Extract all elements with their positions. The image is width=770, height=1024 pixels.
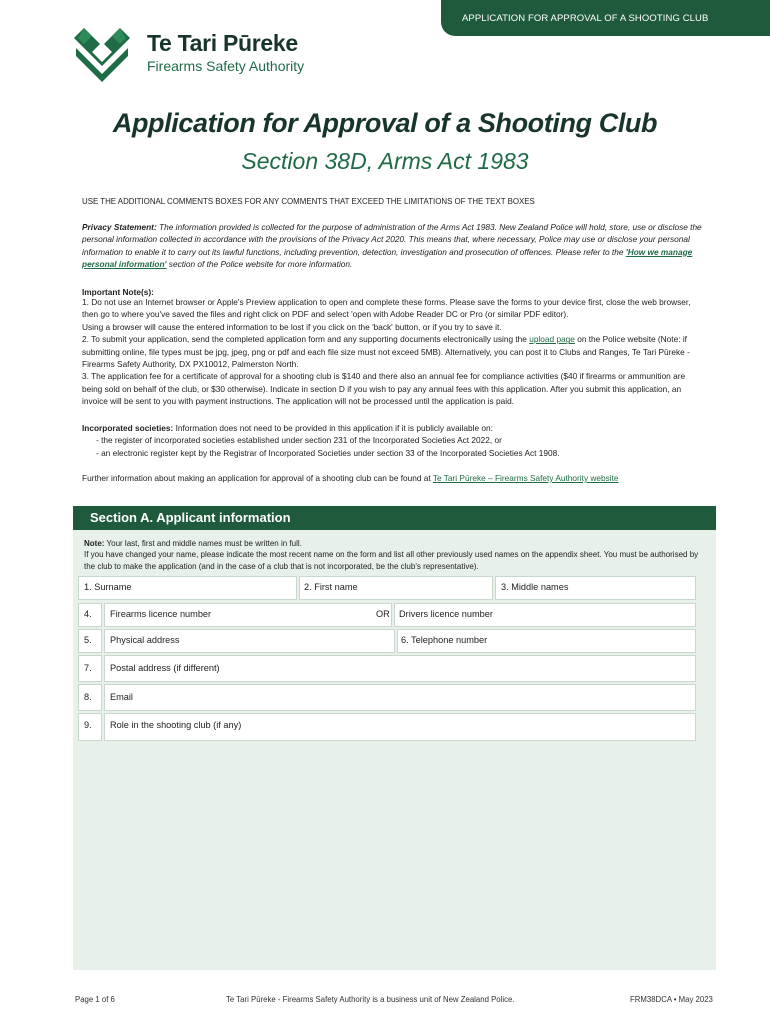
fsa-website-link[interactable]: Te Tari Pūreke – Firearms Safety Authority website [432,473,619,483]
page-subtitle: Section 38D, Arms Act 1983 [241,148,529,174]
drivers-licence-label: Drivers licence number [399,609,493,619]
privacy-label: Privacy Statement: [82,222,157,232]
section-a-title: Section A. Applicant information [90,510,291,525]
privacy-statement [82,221,702,271]
brand-subtitle: Firearms Safety Authority [147,58,305,74]
tari-pureke-logo-icon [70,24,134,82]
row-7-number: 7. [84,663,92,673]
first-name-label: 2. First name [304,582,358,592]
note-line-3a: 2. To submit your application, send the completed application form and any supporting documents electronically using the [82,334,530,345]
incorporated-text: Information does not need to be provided in this application if it is publicly available on: [173,423,493,433]
incorporated-societies [82,422,702,459]
brand-name: Te Tari Pūreke [147,30,298,56]
page-title: Application for Approval of a Shooting Club [112,108,658,138]
notes-title: Important Note(s): [82,287,154,297]
email-field[interactable] [104,684,696,711]
caps-instruction: USE THE ADDITIONAL COMMENTS BOXES FOR ANY COMMENTS THAT EXCEED THE LIMITATIONS OF THE TEXT BOXES [82,197,535,206]
postal-address-label: Postal address (if different) [110,663,220,673]
note-line-3b: on the Police website (Note: if submitting online, file types must be jpg, jpeg, png or pdf and each file size must not exceed 5MB). Alternatively, you can post it to Clubs and Ranges, Te Tari Pūreke - Firearms Safety Authority, DX PX10012, Palmerston North. [82,334,690,370]
telephone-label: 6. Telephone number [401,635,488,645]
row-8-number: 8. [84,692,92,702]
section-a-note-label: Note: [84,539,105,548]
middle-names-label: 3. Middle names [501,582,569,592]
incorporated-intro [82,422,702,434]
incorporated-label: Incorporated societies: [82,423,174,433]
footer-page-number: Page 1 of 6 [75,995,115,1004]
note-line-4: 3. The application fee for a certificate of approval for a shooting club is $140 and there also an annual fee for compliance activities ($40 if firearms or ammunition are being sold on behalf of the club, or $30 otherwise). Indicate in section D if you wish to pay any annual fees with this application. After you submit this application, an invoice will be sent to you with payment instructions. The application will not be processed until the application is paid. [82,371,686,407]
privacy-text-1: The information provided is collected for the purpose of administration of the Arms Act 1983. New Zealand Police will hold, store, use or disclose the personal information collected in accordance with the provisions of the Privacy Act 2020. This means that, where necessary, Police may use or disclose your personal information to enable it to carry out its lawful functions, including prevention, detection, investigation and prosecution of offences. Please refer to the [82,222,702,257]
surname-label: 1. Surname [84,582,132,592]
note-line-2: Using a browser will cause the entered information to be lost if you click on the 'back' button, or if you try to save it. [82,321,502,332]
incorporated-item-2: - an electronic register kept by the Registrar of Incorporated Societies under section 33 of the Incorporated Societies Act 1908. [96,447,560,458]
note-line-3 [82,333,702,370]
section-a-note-line-1 [84,538,704,549]
note-line-1: 1. Do not use an Internet browser or Apple's Preview application to open and complete these forms. Please save the forms to your device first, close the web browser, then go to where you've saved the files and right click on PDF and select 'open with Adobe Reader DC or Pro (or similar PDF editor). [82,297,691,320]
upload-page-link[interactable]: upload page [529,334,575,345]
footer-center-text: Te Tari Pūreke - Firearms Safety Authority is a business unit of New Zealand Police. [226,995,515,1004]
incorporated-item-1: - the register of incorporated societies established under section 231 of the Incorporated Societies Act 2022, or [96,435,502,446]
row-5-number: 5. [84,635,92,645]
firearms-licence-label: Firearms licence number [110,609,212,619]
physical-address-label: Physical address [110,635,180,645]
row-9-number: 9. [84,720,92,730]
section-a-note-2: If you have changed your name, please indicate the most recent name on the form and list all other previously used names on the appendix sheet. You must be authorised by the club to make the application (and in the case of a club that is not incorporated, be the club's representative). [84,550,699,571]
header-banner-text: APPLICATION FOR APPROVAL OF A SHOOTING CLUB [462,13,709,24]
notes-body [82,296,702,408]
or-label: OR [376,609,390,619]
footer-form-code: FRM38DCA • May 2023 [630,995,713,1004]
club-role-label: Role in the shooting club (if any) [110,720,242,730]
section-a-note-1: Your last, first and middle names must be written in full. [104,539,302,548]
further-info [82,472,702,484]
email-label: Email [110,692,133,702]
section-a-note [84,538,704,572]
further-text: Further information about making an application for approval of a shooting club can be found at [82,473,433,483]
row-4-number: 4. [84,609,92,619]
privacy-text-2: section of the Police website for more information. [166,259,353,270]
privacy-link[interactable]: 'How we manage personal information' [82,246,693,270]
